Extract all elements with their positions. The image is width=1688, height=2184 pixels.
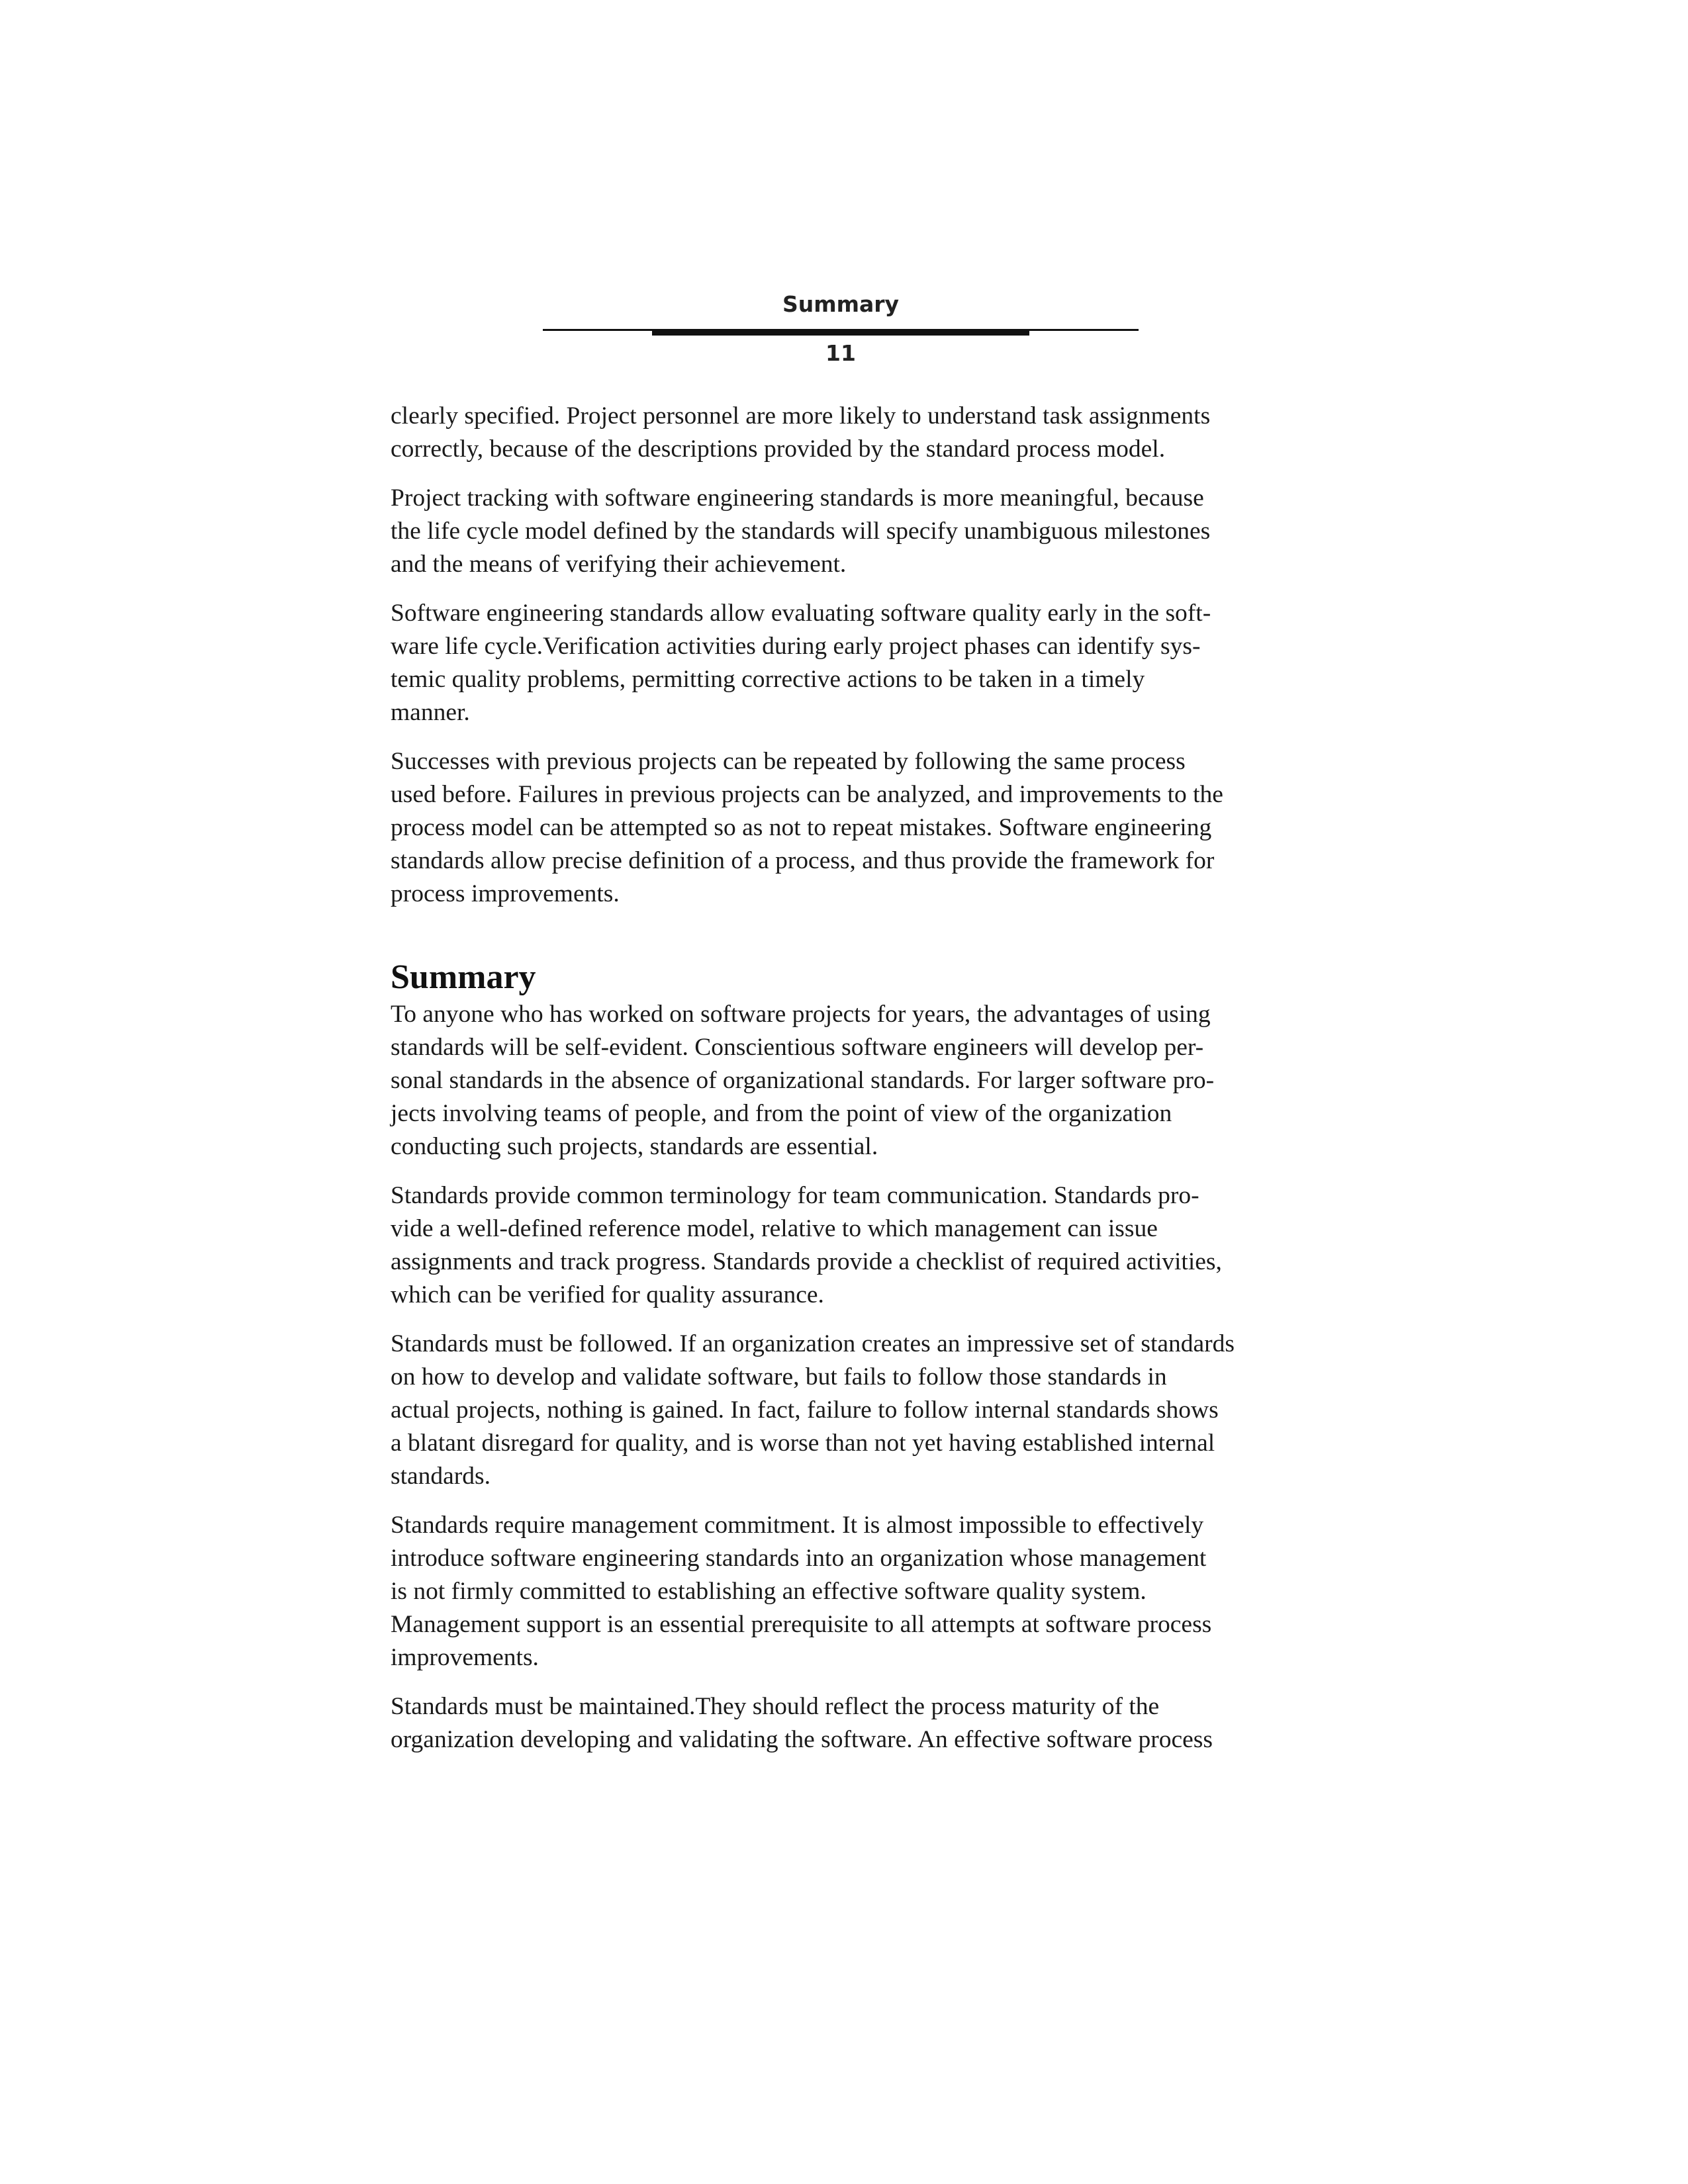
text-line: To anyone who has worked on software projects for years, the advantages of using	[391, 1001, 1211, 1028]
text-line: conducting such projects, standards are essential.	[391, 1133, 878, 1160]
paragraph	[391, 597, 1311, 729]
paragraph	[391, 745, 1311, 911]
paragraph	[391, 1509, 1311, 1674]
paragraph	[391, 1328, 1311, 1493]
text-line: temic quality problems, permitting corrective actions to be taken in a timely	[391, 666, 1145, 693]
text-line: organization developing and validating the software. An effective software process	[391, 1726, 1213, 1753]
paragraph	[391, 1690, 1311, 1756]
text-line: on how to develop and validate software, but fails to follow those standards in	[391, 1363, 1167, 1390]
text-line: a blatant disregard for quality, and is worse than not yet having established internal	[391, 1430, 1215, 1457]
text-line: vide a well-defined reference model, relative to which management can issue	[391, 1215, 1158, 1242]
text-line: process improvements.	[391, 880, 620, 907]
text-line: standards.	[391, 1463, 491, 1490]
text-line: used before. Failures in previous projects can be analyzed, and improvements to the	[391, 781, 1223, 808]
text-line: is not firmly committed to establishing an effective software quality system.	[391, 1578, 1147, 1605]
text-line: the life cycle model defined by the standards will specify unambiguous milestones	[391, 518, 1211, 545]
text-line: Standards provide common terminology for team communication. Standards pro-	[391, 1182, 1199, 1209]
text-line: assignments and track progress. Standards provide a checklist of required activities,	[391, 1248, 1222, 1275]
section-heading: Summary	[391, 958, 536, 996]
page-header	[543, 291, 1139, 377]
text-line: actual projects, nothing is gained. In fact, failure to follow internal standards shows	[391, 1396, 1219, 1424]
page-number: 11	[825, 340, 856, 366]
header-rule-thick	[652, 329, 1029, 336]
text-line: Standards must be maintained.They should reflect the process maturity of the	[391, 1693, 1160, 1720]
paragraph	[391, 1179, 1311, 1312]
text-line: process model can be attempted so as not to repeat mistakes. Software engineering	[391, 814, 1212, 841]
text-line: standards will be self-evident. Conscientious software engineers will develop per-	[391, 1034, 1204, 1061]
text-line: Project tracking with software engineering standards is more meaningful, because	[391, 484, 1204, 512]
paragraph	[391, 998, 1311, 1163]
text-line: Software engineering standards allow evaluating software quality early in the soft-	[391, 600, 1211, 627]
text-line: and the means of verifying their achievement.	[391, 551, 847, 578]
running-head: Summary	[782, 291, 900, 317]
text-line: Standards require management commitment. It is almost impossible to effectively	[391, 1512, 1204, 1539]
text-line: manner.	[391, 699, 470, 726]
page-body	[391, 400, 1311, 1772]
text-line: ware life cycle.Verification activities during early project phases can identify sys-	[391, 633, 1201, 660]
paragraph	[391, 400, 1311, 466]
text-line: correctly, because of the descriptions provided by the standard process model.	[391, 435, 1166, 463]
text-line: improvements.	[391, 1644, 539, 1671]
text-line: Standards must be followed. If an organization creates an impressive set of standards	[391, 1330, 1235, 1357]
text-line: Successes with previous projects can be repeated by following the same process	[391, 748, 1186, 775]
paragraph	[391, 482, 1311, 581]
text-line: introduce software engineering standards into an organization whose management	[391, 1545, 1207, 1572]
text-line: clearly specified. Project personnel are more likely to understand task assignments	[391, 402, 1211, 430]
text-line: standards allow precise definition of a process, and thus provide the framework for	[391, 847, 1215, 874]
text-line: which can be verified for quality assurance.	[391, 1281, 824, 1308]
text-line: jects involving teams of people, and from the point of view of the organization	[391, 1100, 1172, 1127]
text-line: Management support is an essential prerequisite to all attempts at software process	[391, 1611, 1212, 1638]
text-line: sonal standards in the absence of organizational standards. For larger software pro-	[391, 1067, 1215, 1094]
